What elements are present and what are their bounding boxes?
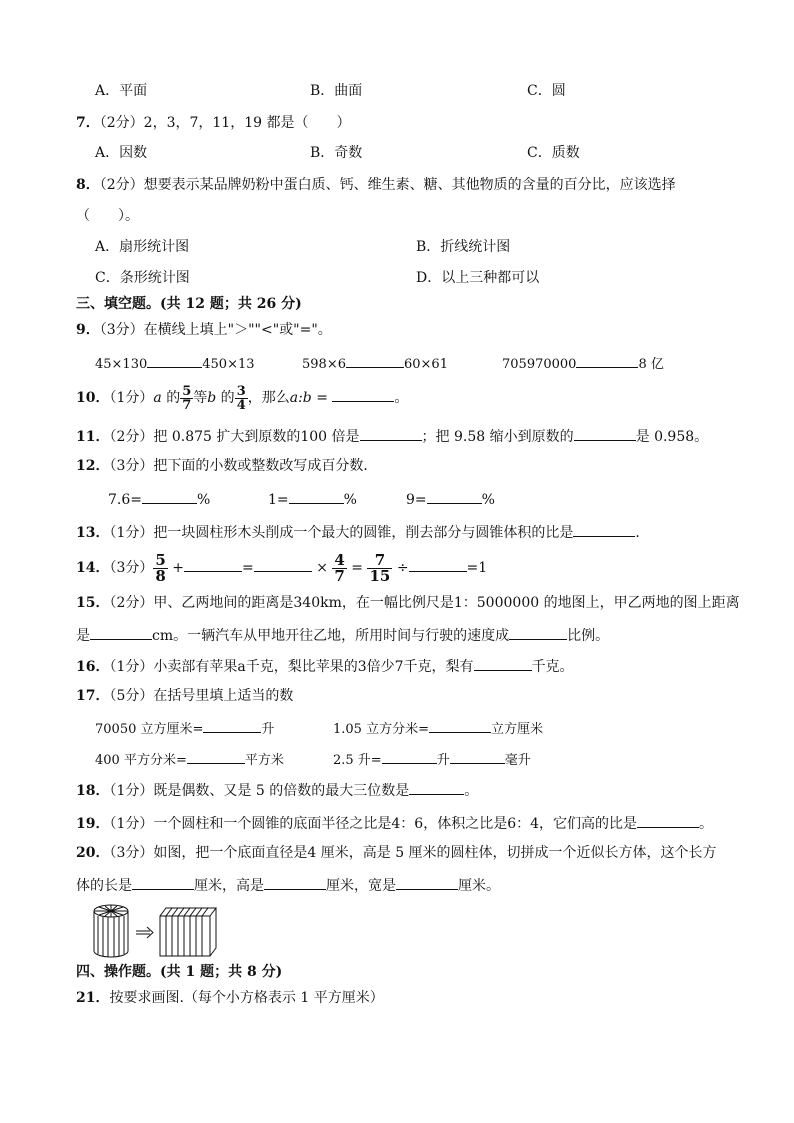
q17-stem: 17．（5分）在括号里填上适当的数: [76, 688, 294, 704]
q7-option-c: C．质数: [527, 145, 580, 161]
q9-expr-3: 705970000 8 亿: [502, 352, 664, 372]
q11-stem: 11．（2分）把 0.875 扩大到原数的100 倍是 ；把 9.58 缩小到原数的 是 0.958。: [76, 425, 708, 445]
q7-option-b: B．奇数: [310, 145, 363, 161]
q17-row-2a: 400 平方分米= 平方米: [95, 748, 284, 768]
blank[interactable]: [509, 624, 567, 640]
q6-option-c: C．圆: [527, 83, 566, 99]
q9-expr-1: 45×130 450×13: [95, 352, 255, 372]
fraction-5-7: $\frac{5}{7}$: [182, 383, 192, 413]
q15-stem-cont: 是 cm。一辆汽车从甲地开往乙地，所用时间与行驶的速度成 比例。: [76, 624, 609, 644]
q8-option-a: A．扇形统计图: [95, 239, 190, 255]
blank[interactable]: [409, 779, 464, 795]
cylinder-icon: [94, 905, 128, 957]
fraction-3-4: $\frac{3}{4}$: [236, 383, 246, 413]
blank[interactable]: [90, 624, 152, 640]
q17-row-1b: 1.05 立方分米= 立方厘米: [333, 717, 543, 737]
q6-option-b: B．曲面: [310, 83, 363, 99]
blank[interactable]: [574, 425, 636, 441]
q6-option-a: A．平面: [95, 83, 148, 99]
section-4-heading: 四、操作题。(共 1 题；共 8 分): [76, 964, 283, 980]
blank[interactable]: [450, 748, 505, 764]
fraction-7-15: $\frac{7}{15}$: [369, 550, 391, 585]
blank[interactable]: [474, 655, 532, 671]
blank[interactable]: [254, 556, 312, 572]
q19-stem: 19．（1分）一个圆柱和一个圆锥的底面半径之比是4：6，体积之比是6：4，它们高的比是 。: [76, 812, 713, 832]
q8-option-d: D．以上三种都可以: [416, 270, 540, 286]
q13-stem: 13．（1分）把一块圆柱形木头削成一个最大的圆锥，削去部分与圆锥体积的比是 ．: [76, 521, 649, 541]
blank[interactable]: [332, 386, 394, 402]
blank[interactable]: [573, 521, 635, 537]
q15-stem: 15．（2分）甲、乙两地间的距离是340km，在一幅比例尺是1：5000000 的地图上，甲乙两地的图上距离: [76, 595, 740, 611]
blank[interactable]: [289, 488, 344, 504]
q8-option-c: C．条形统计图: [95, 270, 190, 286]
blank[interactable]: [382, 748, 437, 764]
blank[interactable]: [203, 717, 261, 733]
fraction-4-7: $\frac{4}{7}$: [334, 550, 345, 585]
q12-item-3: 9= %: [406, 488, 495, 508]
q9-stem: 9．（3分）在横线上填上"＞""<"或"="。: [76, 322, 332, 338]
blank[interactable]: [429, 717, 491, 733]
blank[interactable]: [147, 352, 202, 368]
blank[interactable]: [184, 556, 242, 572]
blank[interactable]: [409, 556, 467, 572]
cuboid-icon: [160, 908, 216, 956]
q12-stem: 12．（3分）把下面的小数或整数改写成百分数．: [76, 458, 378, 474]
q8-stem-cont: （ ）。: [76, 208, 139, 224]
q7-option-a: A．因数: [95, 145, 148, 161]
q14-stem: 14．（3分） $\frac{5}{8}$ + = × $\frac{4}{7}$ = $\frac{7}{15}$ ÷ =1: [76, 550, 488, 585]
q8-option-b: B．折线统计图: [416, 239, 511, 255]
blank[interactable]: [264, 874, 326, 890]
section-3-heading: 三、填空题。(共 12 题；共 26 分): [76, 296, 302, 312]
arrow-right-icon: [136, 927, 153, 938]
blank[interactable]: [346, 352, 404, 368]
q17-row-2b: 2.5 升= 升 毫升: [333, 748, 531, 768]
q16-stem: 16．（1分）小卖部有苹果a千克，梨比苹果的3倍少7千克，梨有 千克。: [76, 655, 574, 675]
blank[interactable]: [142, 488, 197, 504]
blank[interactable]: [360, 425, 422, 441]
blank[interactable]: [132, 874, 194, 890]
q12-item-2: 1= %: [268, 488, 357, 508]
q18-stem: 18．（1分）既是偶数、又是 5 的倍数的最大三位数是 。: [76, 779, 478, 799]
q7-stem: 7．（2分）2，3，7，11，19 都是（ ）: [76, 115, 351, 131]
blank[interactable]: [576, 352, 638, 368]
blank[interactable]: [637, 812, 699, 828]
q8-stem: 8．（2分）想要表示某品牌奶粉中蛋白质、钙、维生素、糖、其他物质的含量的百分比，应该选择: [76, 177, 676, 193]
q9-expr-2: 598×6 60×61: [302, 352, 448, 372]
fraction-5-8: $\frac{5}{8}$: [155, 550, 166, 585]
blank[interactable]: [396, 874, 458, 890]
q21-stem: 21．按要求画图.（每个小方格表示 1 平方厘米）: [76, 990, 384, 1006]
q17-row-1a: 70050 立方厘米= 升: [95, 717, 274, 737]
q20-stem: 20．（3分）如图，把一个底面直径是4 厘米，高是 5 厘米的圆柱体，切拼成一个近似长方体，这个长方: [76, 845, 717, 861]
cylinder-to-cuboid-figure: [92, 903, 232, 959]
q10-stem: 10．（1分）a 的 $\frac{5}{7}$ 等b 的 $\frac{3}{4}$ ，那么a:b = 。: [76, 383, 409, 413]
q12-item-1: 7.6= %: [108, 488, 210, 508]
blank[interactable]: [427, 488, 482, 504]
q20-stem-cont: 体的长是 厘米，高是 厘米，宽是 厘米。: [76, 874, 500, 894]
blank[interactable]: [187, 748, 245, 764]
